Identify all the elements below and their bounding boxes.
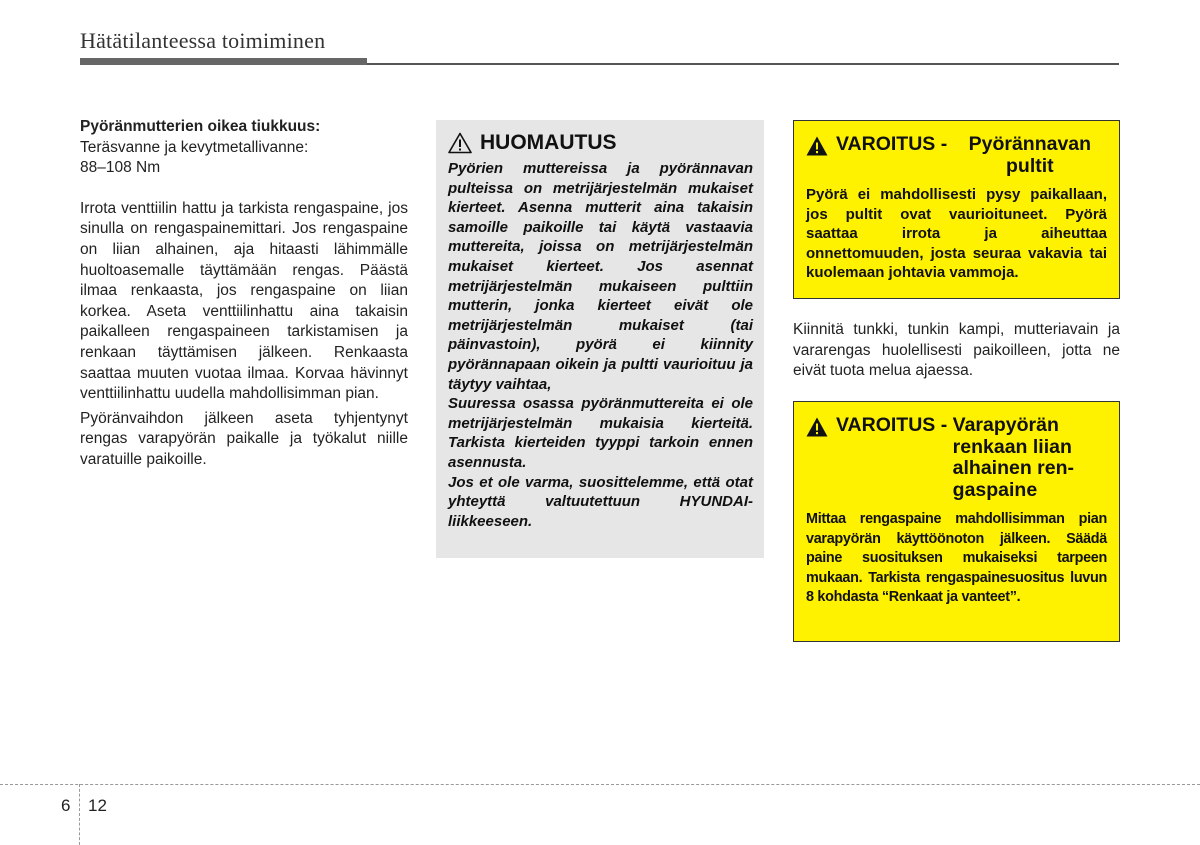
warning-header xyxy=(806,134,1107,177)
caution-triangle-icon xyxy=(448,132,472,154)
footer-rule xyxy=(0,784,1200,785)
storage-paragraph: Pyöränvaihdon jälkeen aseta tyhjentynyt rengas varapyörän paikalle ja työkalut niille varatuille paikoille. xyxy=(80,409,408,468)
warning-subtitle: Varapyörän renkaan liian alhainen rengaspaine xyxy=(952,414,1075,501)
section-number: 6 xyxy=(61,796,71,815)
header-title: Hätätilanteessa toimiminen xyxy=(80,28,326,53)
notice-header xyxy=(448,130,753,156)
warning-triangle-icon xyxy=(806,417,828,437)
page-number: 12 xyxy=(88,796,107,815)
spacer xyxy=(80,179,408,199)
left-column xyxy=(80,117,408,475)
warning-box-wheel-bolts xyxy=(793,120,1120,299)
torque-heading: Pyöränmutterien oikea tiukkuus: xyxy=(80,118,321,135)
warning-dash: - xyxy=(935,414,953,436)
notice-paragraph-2: Suuressa osassa pyöränmuttereita ei ole metrijärjestelmän mukaisia kierteitä. Tarkista kierteiden tyyppi tarkoin ennen asennusta. xyxy=(448,395,753,471)
torque-value: 88–108 Nm xyxy=(80,159,161,177)
footer-divider xyxy=(79,784,80,845)
torque-rim-types: Teräsvanne ja kevytmetallivanne: xyxy=(80,138,309,156)
notice-title: HUOMAUTUS xyxy=(480,131,617,154)
warning-dash: - xyxy=(935,133,953,155)
header-rule-thin xyxy=(367,63,1119,65)
header-rule-thick xyxy=(80,58,367,65)
notice-paragraph-1: Pyörien muttereissa ja pyörännavan pulteissa on metrijärjestelmän mukaiset kierteet. Asenna mutterit aina takaisin samoille paikoille tai käytä vastaavia muttereita, joissa on metrijärjestelmän mukaiset kierteet. Jos asennat metrijärjestelmän mukaiseen pulttiin mutterin, jonka kierteet eivät ole metrijärjestelmän mukaiset (tai päinvastoin), pyörä ei kiinnity pyörännapaan oikein ja pultti vaurioituu ja täytyy vaihtaa, xyxy=(448,160,753,393)
warning-header xyxy=(806,415,1107,501)
warning-subtitle: Pyörännavan pultit xyxy=(968,133,1092,177)
notice-paragraph-3: Jos et ole varma, suosittelemme, että otat yhteyttä valtuutettuun HYUNDAI-liikkeeseen. xyxy=(448,473,753,530)
warning-body: Mittaa rengaspaine mahdollisimman pian varapyörän käyttöönoton jälkeen. Säädä paine suosituksen mukaiseksi tarpeen mukaan. Tarkista rengaspainesuositus luvun 8 kohdasta “Renkaat ja vanteet”. xyxy=(806,511,1107,606)
warning-label: VAROITUS xyxy=(836,414,936,436)
tire-pressure-paragraph: Irrota venttiilin hattu ja tarkista rengaspaine, jos sinulla on rengaspainemittari. Jos rengaspaine on liian alhainen, aja hitaasti lähimmälle huoltoasemalle täyttämään rengas. Päästä ilmaa renkaasta, jos rengaspaine on liian korkea. Aseta venttiilinhattu aina takaisin paikalleen rengaspaineen tarkistamisen ja renkaan täyttämisen jälkeen. Renkaasta saattaa muuten vuotaa ilmaa. Korvaa hävinnyt venttiilinhattu uudella mahdollisimman pian. xyxy=(80,199,408,403)
notice-body xyxy=(448,159,753,531)
warning-box-spare-pressure xyxy=(793,401,1120,642)
warning-label: VAROITUS xyxy=(836,133,936,155)
jack-storage-text: Kiinnitä tunkki, tunkin kampi, mutteriavain ja vararengas huolellisesti paikoilleen, jotta ne eivät tuota melua ajaessa. xyxy=(793,321,1120,380)
notice-box xyxy=(436,120,764,558)
warning-body: Pyörä ei mahdollisesti pysy paikallaan, jos pultit ovat vaurioituneet. Pyörä saattaa irrota ja aiheuttaa onnettomuuden, josta seuraa vakavia tai kuolemaan johtavia vammoja. xyxy=(806,186,1107,282)
warning-triangle-icon xyxy=(806,136,828,156)
